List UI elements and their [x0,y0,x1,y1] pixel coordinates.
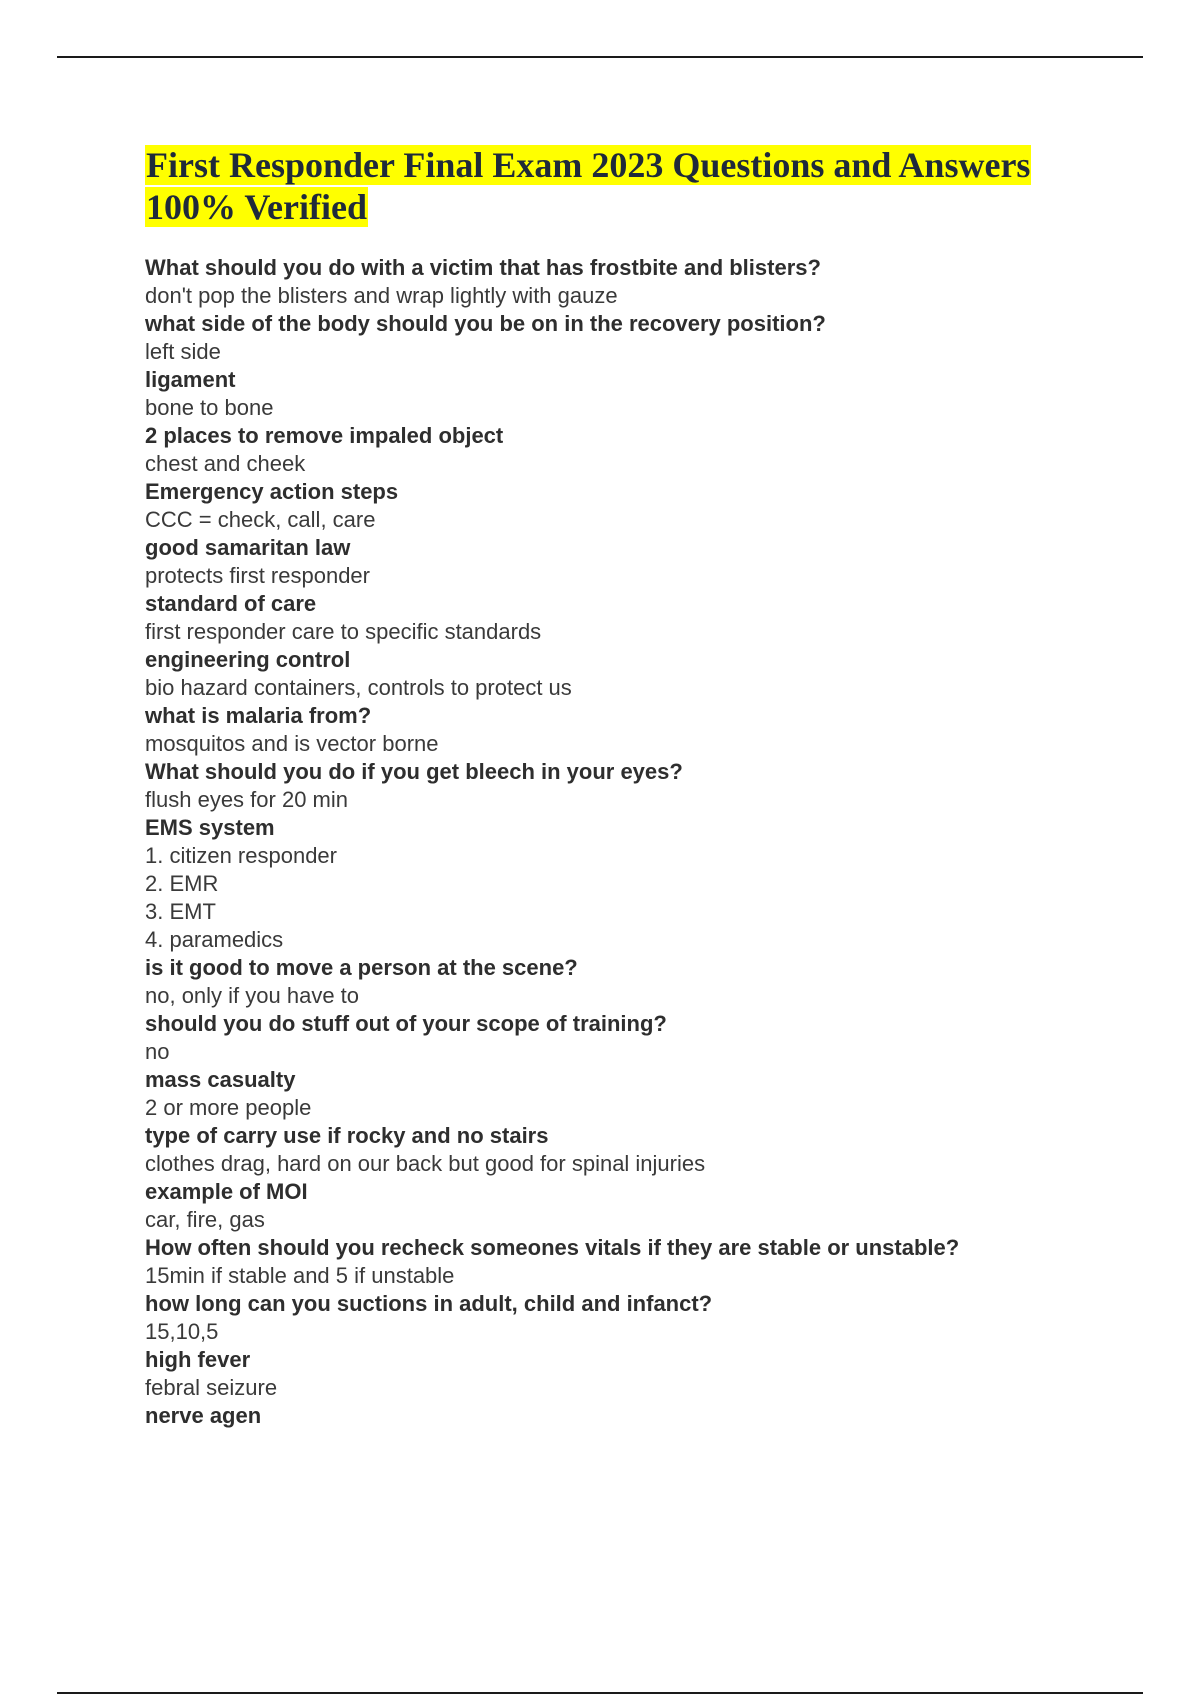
question-text: What should you do if you get bleech in your eyes? [145,759,683,784]
answer-text: protects first responder [145,563,370,588]
answer-text: 2. EMR [145,871,219,896]
answer-text: CCC = check, call, care [145,507,376,532]
question-text: what is malaria from? [145,703,372,728]
question-text: How often should you recheck someones vitals if they are stable or unstable? [145,1235,960,1260]
answer-text: 1. citizen responder [145,843,337,868]
answer-text: first responder care to specific standards [145,619,542,644]
answer-text: no [145,1039,170,1064]
answer-text: no, only if you have to [145,983,360,1008]
answer-text: car, fire, gas [145,1207,265,1232]
answer-text: 2 or more people [145,1095,312,1120]
question-text: engineering control [145,647,351,672]
question-text: What should you do with a victim that has frostbite and blisters? [145,255,821,280]
question-text: good samaritan law [145,535,351,560]
question-text: type of carry use if rocky and no stairs [145,1123,549,1148]
answer-text: 3. EMT [145,899,216,924]
answer-text: bone to bone [145,395,274,420]
question-text: EMS system [145,815,275,840]
question-text: nerve agen [145,1403,262,1428]
question-text: high fever [145,1347,251,1372]
answer-text: 15,10,5 [145,1319,219,1344]
question-text: how long can you suctions in adult, child and infanct? [145,1291,713,1316]
answer-text: left side [145,339,221,364]
answer-text: 4. paramedics [145,927,284,952]
answer-text: flush eyes for 20 min [145,787,348,812]
question-text: is it good to move a person at the scene? [145,955,578,980]
answer-text: febral seizure [145,1375,278,1400]
question-text: mass casualty [145,1067,296,1092]
answer-text: mosquitos and is vector borne [145,731,439,756]
question-text: should you do stuff out of your scope of training? [145,1011,667,1036]
answer-text: don't pop the blisters and wrap lightly with gauze [145,283,618,308]
header-rule [57,56,1143,58]
question-text: standard of care [145,591,317,616]
highlighted-title-text: First Responder Final Exam 2023 Questions and Answers 100% Verified [146,145,1031,227]
footer-rule [57,1692,1143,1694]
question-text: Emergency action steps [145,479,399,504]
answer-text: bio hazard containers, controls to protect us [145,675,572,700]
question-text: example of MOI [145,1179,308,1204]
answer-text: 15min if stable and 5 if unstable [145,1263,455,1288]
document-title [145,144,1105,228]
question-text: what side of the body should you be on in the recovery position? [145,311,826,336]
document-body [145,144,1105,1430]
answer-text: clothes drag, hard on our back but good for spinal injuries [145,1151,706,1176]
question-text: 2 places to remove impaled object [145,423,504,448]
question-text: ligament [145,367,236,392]
answer-text: chest and cheek [145,451,306,476]
qa-list [145,254,1105,1430]
